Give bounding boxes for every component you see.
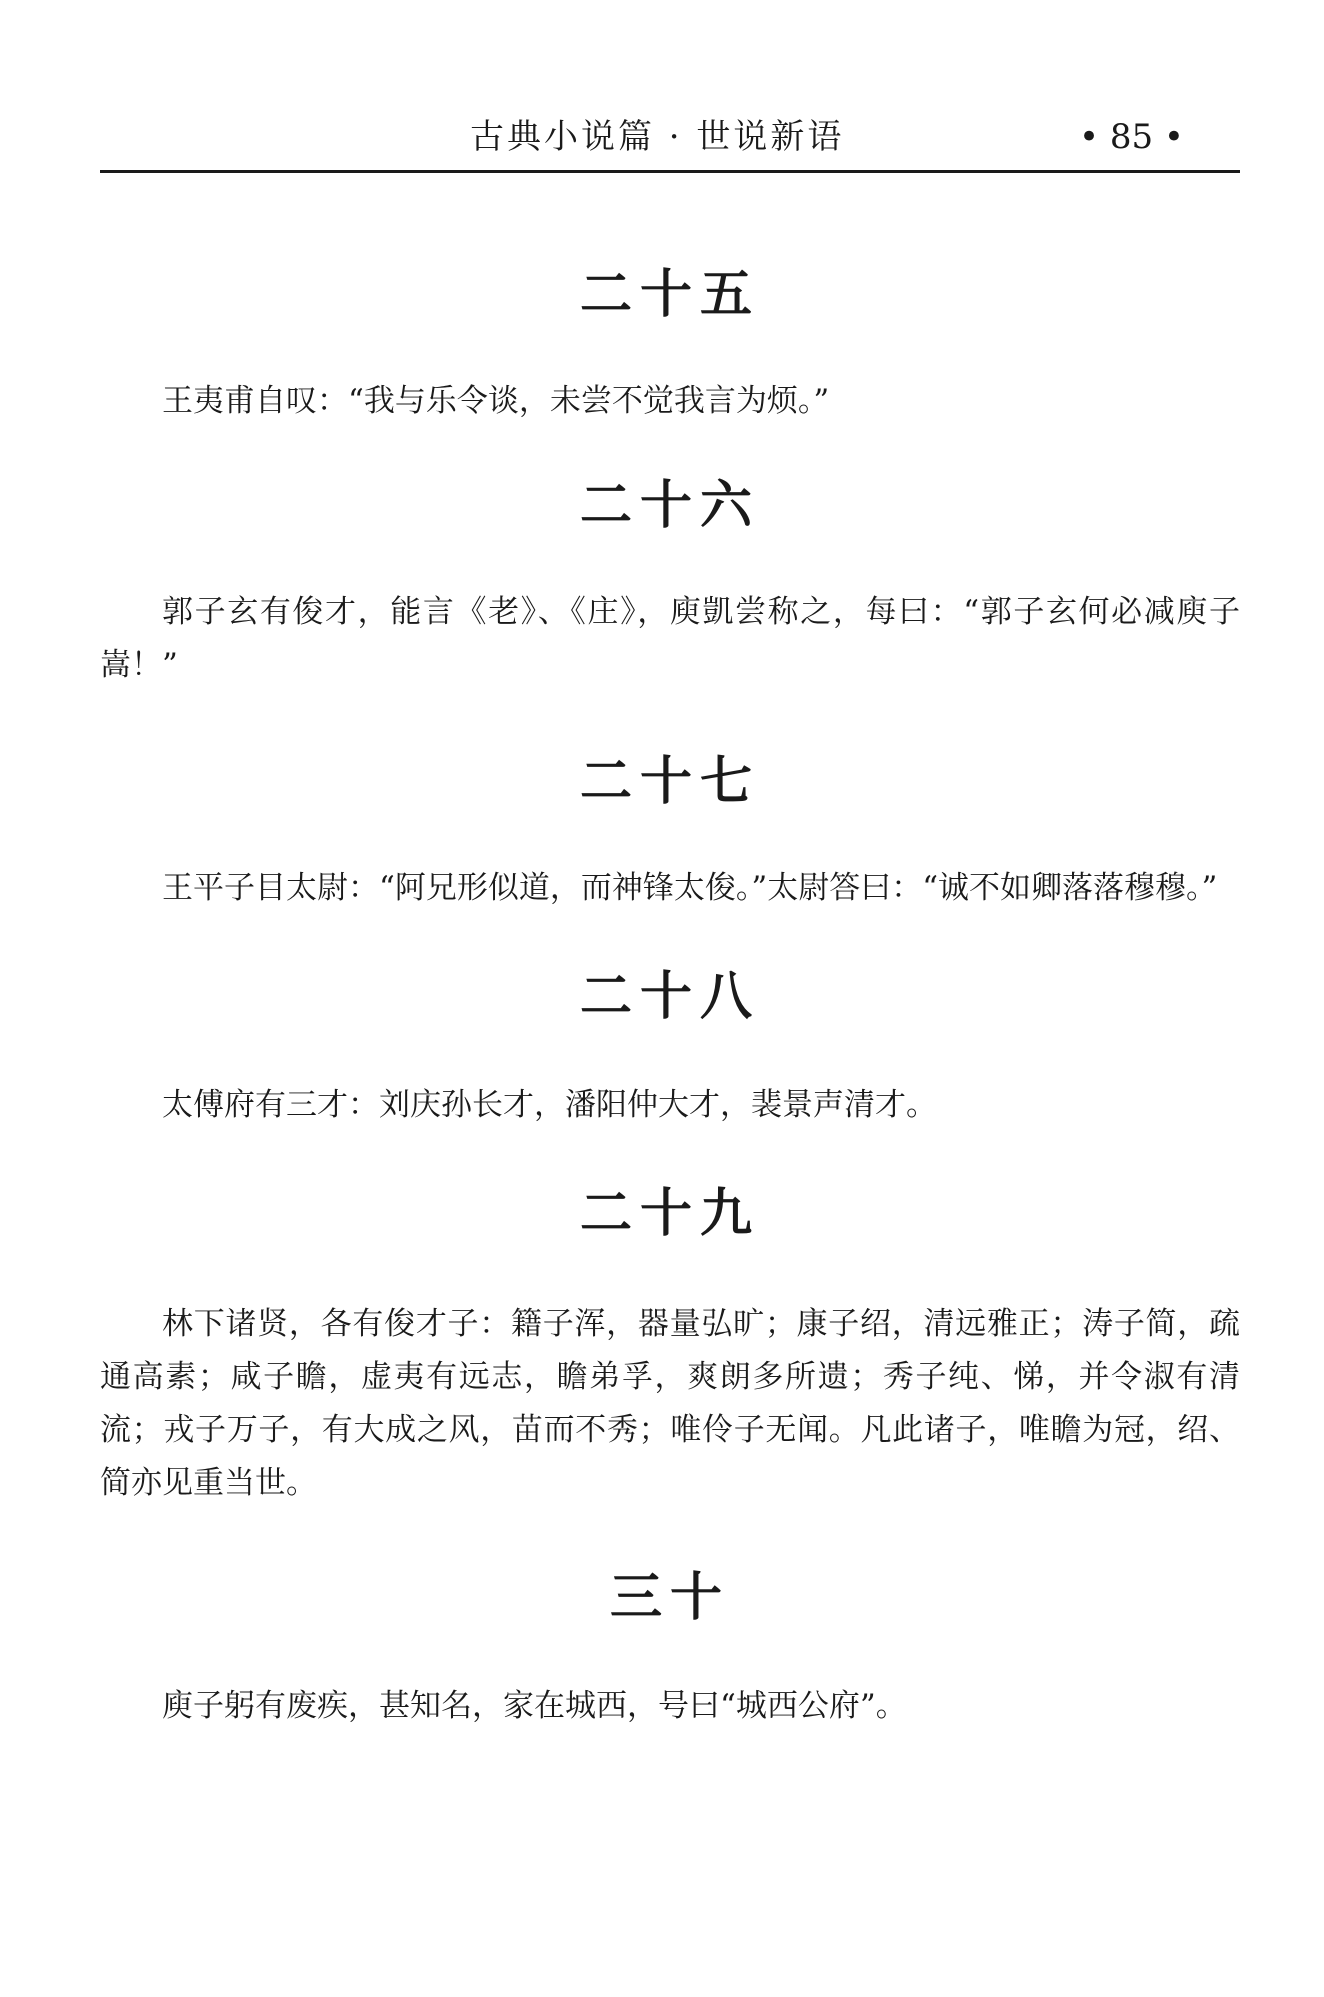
section-25: [100, 255, 1240, 428]
header-rule: [100, 170, 1240, 173]
section-heading: 三十: [609, 1568, 730, 1628]
section-text: 郭子玄有俊才，能言《老》、《庄》，庾凱尝称之，每曰：“郭子玄何必减庾子嵩！”: [100, 594, 1240, 683]
section-heading: 二十五: [579, 265, 760, 325]
section-text: 林下诸贤，各有俊才子：籍子浑，器量弘旷；康子绍，清远雅正；涛子简，疏通高素；咸子瞻，虚夷有远志，瞻弟孚，爽朗多所遗；秀子纯、悌，并令淑有清流；戎子万子，有大成之风，苗而不秀；唯伶子无闻。凡此诸子，唯瞻为冠，绍、简亦见重当世。: [100, 1306, 1240, 1501]
page-number: • 85 •: [1079, 117, 1184, 157]
section-text: 太傅府有三才：刘庆孙长才，潘阳仲大才，裴景声清才。: [162, 1087, 937, 1123]
running-title: 古典小说篇 · 世说新语: [470, 117, 845, 157]
section-26: [100, 466, 1240, 692]
section-30: [100, 1558, 1240, 1733]
section-heading: 二十九: [579, 1184, 760, 1244]
section-heading: 二十八: [579, 967, 760, 1027]
section-heading: 二十七: [579, 752, 760, 812]
section-28: [100, 957, 1240, 1132]
section-text: 庾子躬有废疾，甚知名，家在城西，号曰“城西公府”。: [162, 1688, 907, 1724]
section-29: [100, 1174, 1240, 1510]
section-text: 王平子目太尉：“阿兄形似道，而神锋太俊。”太尉答曰：“诚不如卿落落穆穆。”: [162, 870, 1218, 906]
section-heading: 二十六: [579, 476, 760, 536]
page-header: [100, 112, 1240, 172]
section-text: 王夷甫自叹：“我与乐令谈，未尝不觉我言为烦。”: [162, 383, 830, 419]
page-content: [100, 255, 1240, 1733]
section-27: [100, 742, 1240, 915]
